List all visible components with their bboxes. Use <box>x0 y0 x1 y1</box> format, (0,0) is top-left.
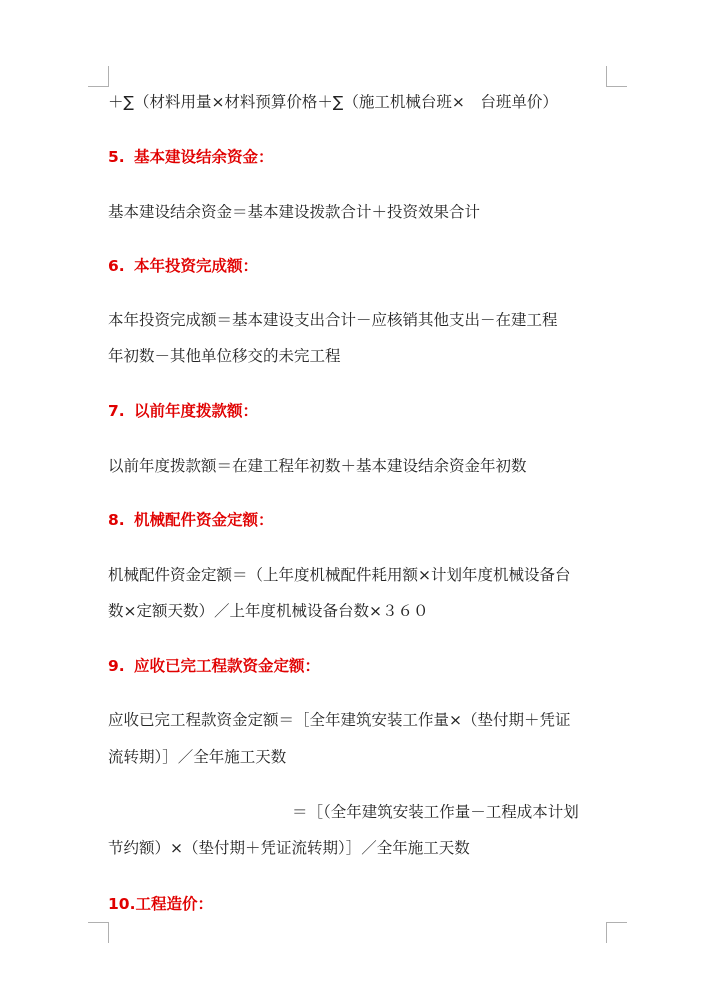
section-number: 8. <box>108 511 125 529</box>
formula-line: 年初数－其他单位移交的未完工程 <box>108 347 341 365</box>
formula-line: 节约额）×（垫付期＋凭证流转期）］／全年施工天数 <box>108 839 470 857</box>
section-number: 7. <box>108 402 125 420</box>
formula-line: 本年投资完成额＝基本建设支出合计－应核销其他支出－在建工程 <box>108 311 558 329</box>
section-number: 10. <box>108 895 136 913</box>
formula-line: 应收已完工程款资金定额＝［全年建筑安装工作量×（垫付期＋凭证 <box>108 711 571 729</box>
section-heading-6 <box>108 256 608 276</box>
section-title: 工程造价： <box>135 895 213 913</box>
section-number: 5. <box>108 148 125 166</box>
formula-line: 机械配件资金定额＝（上年度机械配件耗用额×计划年度机械设备台 <box>108 566 571 584</box>
crop-mark-top-right <box>606 66 627 87</box>
crop-mark-bottom-right <box>606 922 627 943</box>
formula-line: 以前年度拨款额＝在建工程年初数＋基本建设结余资金年初数 <box>108 457 527 475</box>
section-heading-9 <box>108 656 608 676</box>
section-number: 9. <box>108 657 125 675</box>
crop-mark-bottom-left <box>88 922 109 943</box>
section-title: 以前年度拨款额： <box>134 402 259 420</box>
section-title: 本年投资完成额： <box>134 257 259 275</box>
formula-line: 基本建设结余资金＝基本建设拨款合计＋投资效果合计 <box>108 203 481 221</box>
crop-mark-top-left <box>88 66 109 87</box>
section-heading-7 <box>108 401 608 421</box>
section-heading-8 <box>108 510 608 530</box>
section-heading-10 <box>108 894 608 914</box>
formula-line: 流转期）］／全年施工天数 <box>108 748 287 766</box>
section-number: 6. <box>108 257 125 275</box>
formula-line: 数×定额天数）／上年度机械设备台数×３６０ <box>108 602 429 620</box>
section-title: 基本建设结余资金： <box>134 148 274 166</box>
section-title: 应收已完工程款资金定额： <box>134 657 321 675</box>
section-title: 机械配件资金定额： <box>134 511 274 529</box>
formula-line-continuation: ＋∑（材料用量×材料预算价格＋∑（施工机械台班× 台班单价） <box>108 93 558 111</box>
section-heading-5 <box>108 147 608 167</box>
formula-line-indented: ＝［（全年建筑安装工作量－工程成本计划 <box>292 803 579 821</box>
